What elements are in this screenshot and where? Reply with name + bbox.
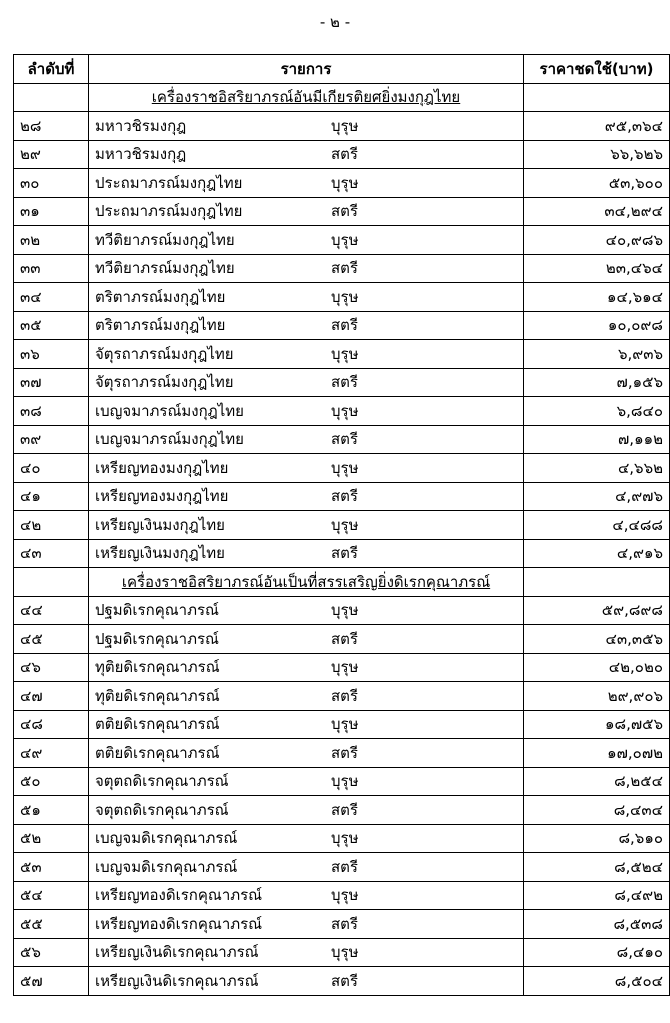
row-item: [89, 197, 524, 226]
item-gender: บุรุษ: [331, 829, 359, 848]
row-item: [89, 682, 524, 711]
item-name: เหรียญเงินมงกุฎไทย: [95, 515, 225, 534]
item-gender: สตรี: [331, 743, 358, 762]
row-item: [89, 511, 524, 540]
table-body: [14, 83, 670, 995]
item-gender: บุรุษ: [331, 116, 359, 135]
item-name: มหาวชิรมงกุฎ: [95, 116, 187, 135]
item-gender: สตรี: [331, 971, 358, 990]
item-gender: สตรี: [331, 145, 358, 164]
row-price: ๘,๕๒๔: [524, 853, 670, 882]
item-name: ทุติยดิเรกคุณาภรณ์: [95, 686, 220, 705]
item-name: เบญจมดิเรกคุณาภรณ์: [95, 829, 238, 848]
section-title: เครื่องราชอิสริยาภรณ์อันมีเกียรติยศยิ่งมงกุฎไทย: [89, 83, 524, 112]
section-empty-cell: [14, 568, 89, 597]
table-row: [14, 682, 670, 711]
item-name: เหรียญทองมงกุฎไทย: [95, 487, 229, 506]
row-price: ๕๓,๖๐๐: [524, 169, 670, 198]
row-price: ๑๔,๖๑๔: [524, 283, 670, 312]
row-price: ๘,๒๕๔: [524, 767, 670, 796]
table-row: [14, 197, 670, 226]
table-header-row: [14, 55, 670, 84]
row-price: ๘,๔๙๒: [524, 881, 670, 910]
item-name: เหรียญเงินมงกุฎไทย: [95, 544, 225, 563]
row-number: ๓๕: [14, 311, 89, 340]
item-gender: สตรี: [331, 316, 358, 335]
item-name: เบญจมดิเรกคุณาภรณ์: [95, 857, 238, 876]
row-price: ๕๙,๘๙๘: [524, 596, 670, 625]
header-price: ราคาชดใช้(บาท): [524, 55, 670, 84]
row-price: ๘,๕๓๘: [524, 910, 670, 939]
row-price: ๗,๑๑๒: [524, 425, 670, 454]
item-name: ปฐมดิเรกคุณาภรณ์: [95, 629, 219, 648]
row-number: ๓๔: [14, 283, 89, 312]
table-row: [14, 482, 670, 511]
item-gender: สตรี: [331, 686, 358, 705]
row-item: [89, 340, 524, 369]
row-item: [89, 653, 524, 682]
table-row: [14, 169, 670, 198]
item-name: มหาวชิรมงกุฎ: [95, 145, 187, 164]
page-number: - ๒ -: [319, 13, 351, 31]
item-name: ทวีติยาภรณ์มงกุฎไทย: [95, 259, 235, 278]
table-row: [14, 853, 670, 882]
row-number: ๔๕: [14, 625, 89, 654]
row-number: ๔๐: [14, 454, 89, 483]
item-gender: บุรุษ: [331, 287, 359, 306]
row-price: ๖,๙๓๖: [524, 340, 670, 369]
row-price: ๑๗,๐๗๒: [524, 739, 670, 768]
row-price: ๗,๑๕๖: [524, 368, 670, 397]
row-item: [89, 625, 524, 654]
table-row: [14, 511, 670, 540]
item-name: ตริตาภรณ์มงกุฎไทย: [95, 287, 226, 306]
table-row: [14, 425, 670, 454]
row-item: [89, 739, 524, 768]
row-price: ๙๕,๓๖๔: [524, 112, 670, 141]
table-row: [14, 653, 670, 682]
item-gender: บุรุษ: [331, 515, 359, 534]
row-price: ๒๙,๙๐๖: [524, 682, 670, 711]
row-price: ๔,๔๘๘: [524, 511, 670, 540]
table-row: [14, 625, 670, 654]
row-item: [89, 425, 524, 454]
item-name: จัตุรถาภรณ์มงกุฎไทย: [95, 373, 234, 392]
row-price: ๔๓,๓๕๖: [524, 625, 670, 654]
item-gender: บุรุษ: [331, 173, 359, 192]
table-row: [14, 881, 670, 910]
row-number: ๔๑: [14, 482, 89, 511]
table-row: [14, 283, 670, 312]
item-gender: บุรุษ: [331, 458, 359, 477]
item-gender: สตรี: [331, 202, 358, 221]
header-no: ลำดับที่: [14, 55, 89, 84]
item-name: จตุตถดิเรกคุณาภรณ์: [95, 772, 229, 791]
row-item: [89, 967, 524, 996]
header-item: รายการ: [89, 55, 524, 84]
row-number: ๔๙: [14, 739, 89, 768]
table-row: [14, 767, 670, 796]
item-gender: บุรุษ: [331, 344, 359, 363]
row-number: ๕๑: [14, 796, 89, 825]
row-item: [89, 539, 524, 568]
table-row: [14, 910, 670, 939]
table-row: [14, 539, 670, 568]
row-price: ๒๓,๔๖๔: [524, 254, 670, 283]
row-item: [89, 112, 524, 141]
row-item: [89, 454, 524, 483]
table-row: [14, 596, 670, 625]
row-price: ๘,๖๑๐: [524, 824, 670, 853]
section-empty-cell: [524, 568, 670, 597]
row-number: ๓๙: [14, 425, 89, 454]
table-row: [14, 140, 670, 169]
item-name: เหรียญทองดิเรกคุณาภรณ์: [95, 886, 263, 905]
table-row: [14, 254, 670, 283]
item-name: จตุตถดิเรกคุณาภรณ์: [95, 800, 229, 819]
row-item: [89, 169, 524, 198]
item-gender: บุรุษ: [331, 230, 359, 249]
table-row: [14, 710, 670, 739]
row-item: [89, 482, 524, 511]
item-name: ทวีติยาภรณ์มงกุฎไทย: [95, 230, 235, 249]
item-gender: บุรุษ: [331, 886, 359, 905]
row-item: [89, 881, 524, 910]
item-gender: สตรี: [331, 800, 358, 819]
price-table: [13, 54, 670, 996]
row-number: ๓๖: [14, 340, 89, 369]
item-name: ตติยดิเรกคุณาภรณ์: [95, 715, 220, 734]
table-row: [14, 112, 670, 141]
row-number: ๓๒: [14, 226, 89, 255]
row-number: ๓๑: [14, 197, 89, 226]
item-gender: สตรี: [331, 430, 358, 449]
row-number: ๓๗: [14, 368, 89, 397]
item-name: เหรียญเงินดิเรกคุณาภรณ์: [95, 971, 259, 990]
table-row: [14, 397, 670, 426]
row-item: [89, 596, 524, 625]
item-name: ประถมาภรณ์มงกุฎไทย: [95, 202, 243, 221]
item-gender: บุรุษ: [331, 401, 359, 420]
row-price: ๑๐,๐๙๘: [524, 311, 670, 340]
row-price: ๑๘,๗๕๖: [524, 710, 670, 739]
row-item: [89, 283, 524, 312]
row-number: ๔๒: [14, 511, 89, 540]
row-item: [89, 254, 524, 283]
item-gender: สตรี: [331, 629, 358, 648]
item-name: ทุติยดิเรกคุณาภรณ์: [95, 658, 220, 677]
item-name: เบญจมาภรณ์มงกุฎไทย: [95, 401, 244, 420]
table-row: [14, 368, 670, 397]
row-price: ๔,๖๖๒: [524, 454, 670, 483]
table-row: [14, 340, 670, 369]
item-gender: สตรี: [331, 259, 358, 278]
row-price: ๖,๘๔๐: [524, 397, 670, 426]
item-gender: สตรี: [331, 544, 358, 563]
item-gender: สตรี: [331, 914, 358, 933]
row-number: ๕๗: [14, 967, 89, 996]
row-price: ๔,๙๑๖: [524, 539, 670, 568]
item-gender: บุรุษ: [331, 943, 359, 962]
row-number: ๔๖: [14, 653, 89, 682]
row-number: ๔๗: [14, 682, 89, 711]
item-name: ตติยดิเรกคุณาภรณ์: [95, 743, 220, 762]
table-row: [14, 739, 670, 768]
row-number: ๓๓: [14, 254, 89, 283]
row-price: ๔๒,๐๒๐: [524, 653, 670, 682]
table-row: [14, 796, 670, 825]
section-row: [14, 83, 670, 112]
row-number: ๒๘: [14, 112, 89, 141]
row-price: ๓๔,๒๙๔: [524, 197, 670, 226]
row-number: ๔๔: [14, 596, 89, 625]
row-number: ๕๕: [14, 910, 89, 939]
item-gender: บุรุษ: [331, 715, 359, 734]
item-name: เหรียญทองมงกุฎไทย: [95, 458, 229, 477]
section-empty-cell: [524, 83, 670, 112]
table-row: [14, 311, 670, 340]
row-number: ๕๒: [14, 824, 89, 853]
row-item: [89, 140, 524, 169]
row-number: ๔๘: [14, 710, 89, 739]
item-name: เบญจมาภรณ์มงกุฎไทย: [95, 430, 244, 449]
table-row: [14, 454, 670, 483]
row-price: ๘,๔๓๔: [524, 796, 670, 825]
row-item: [89, 311, 524, 340]
table-row: [14, 226, 670, 255]
table-row: [14, 824, 670, 853]
item-gender: สตรี: [331, 487, 358, 506]
item-name: จัตุรถาภรณ์มงกุฎไทย: [95, 344, 234, 363]
section-empty-cell: [14, 83, 89, 112]
row-number: ๓๐: [14, 169, 89, 198]
row-price: ๖๖,๖๒๖: [524, 140, 670, 169]
row-price: ๘,๕๐๔: [524, 967, 670, 996]
row-number: ๕๓: [14, 853, 89, 882]
row-item: [89, 796, 524, 825]
row-number: ๔๓: [14, 539, 89, 568]
row-item: [89, 824, 524, 853]
row-number: ๓๘: [14, 397, 89, 426]
row-item: [89, 710, 524, 739]
row-price: ๘,๔๑๐: [524, 938, 670, 967]
item-gender: บุรุษ: [331, 601, 359, 620]
row-item: [89, 767, 524, 796]
row-item: [89, 910, 524, 939]
table-row: [14, 938, 670, 967]
row-item: [89, 853, 524, 882]
item-gender: บุรุษ: [331, 658, 359, 677]
row-item: [89, 226, 524, 255]
row-item: [89, 938, 524, 967]
row-number: ๕๔: [14, 881, 89, 910]
row-item: [89, 368, 524, 397]
item-name: เหรียญเงินดิเรกคุณาภรณ์: [95, 943, 259, 962]
item-name: เหรียญทองดิเรกคุณาภรณ์: [95, 914, 263, 933]
item-name: ประถมาภรณ์มงกุฎไทย: [95, 173, 243, 192]
item-gender: บุรุษ: [331, 772, 359, 791]
row-number: ๕๐: [14, 767, 89, 796]
table-row: [14, 967, 670, 996]
item-gender: สตรี: [331, 857, 358, 876]
item-name: ตริตาภรณ์มงกุฎไทย: [95, 316, 226, 335]
row-number: ๕๖: [14, 938, 89, 967]
row-item: [89, 397, 524, 426]
row-price: ๔๐,๙๘๖: [524, 226, 670, 255]
item-gender: สตรี: [331, 373, 358, 392]
item-name: ปฐมดิเรกคุณาภรณ์: [95, 601, 219, 620]
section-row: [14, 568, 670, 597]
row-number: ๒๙: [14, 140, 89, 169]
row-price: ๔,๙๗๖: [524, 482, 670, 511]
section-title: เครื่องราชอิสริยาภรณ์อันเป็นที่สรรเสริญยิ่งดิเรกคุณาภรณ์: [89, 568, 524, 597]
